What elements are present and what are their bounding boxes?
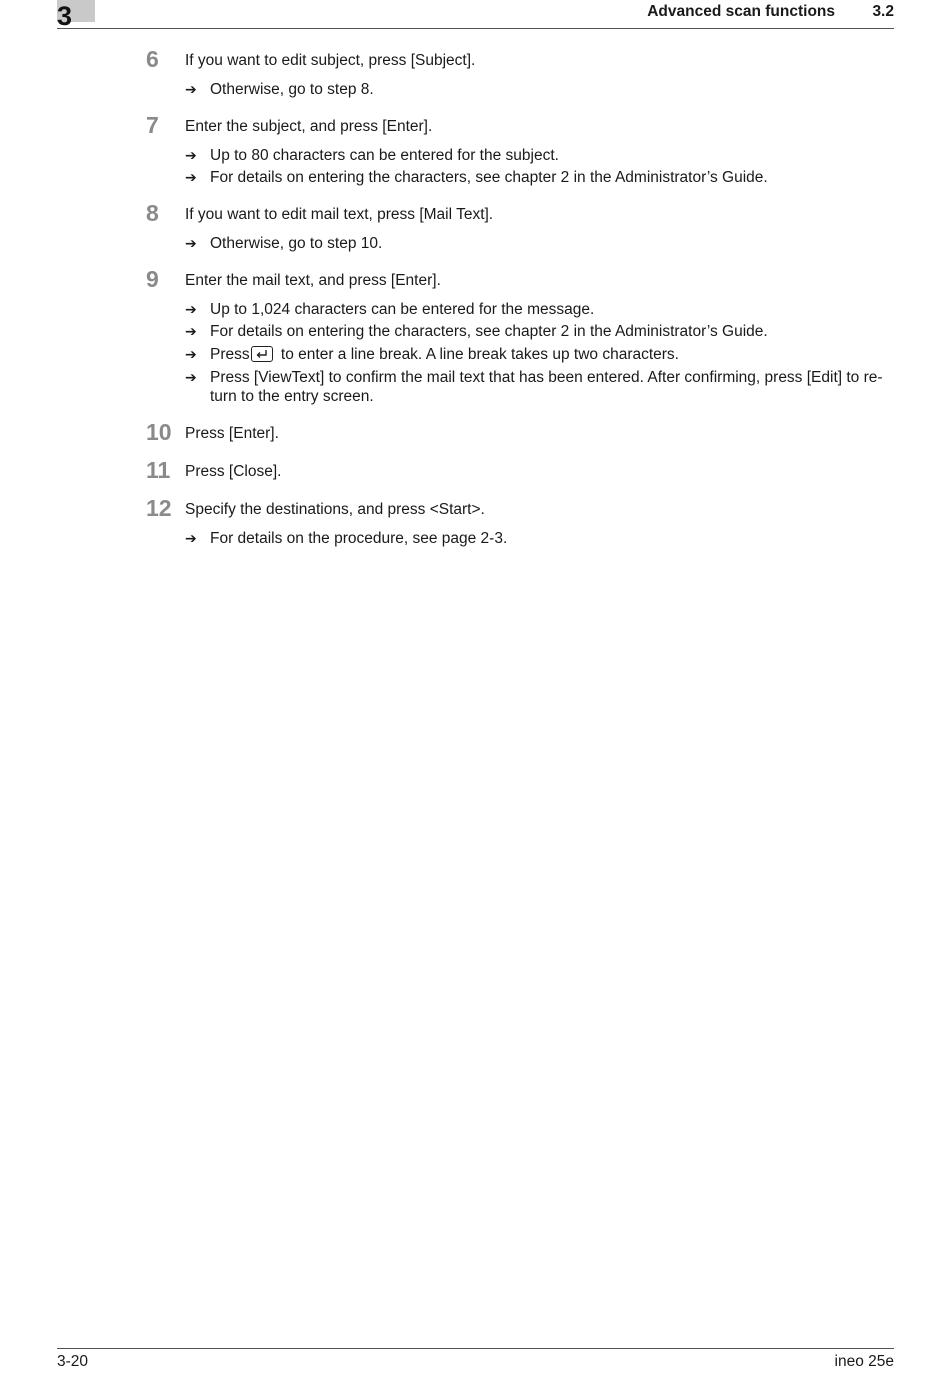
- step-number: 10: [146, 419, 172, 445]
- step-note: ➔ For details on the procedure, see page 2-3.: [185, 530, 508, 547]
- step-number: 6: [146, 46, 159, 72]
- page-number: 3-20: [57, 1353, 89, 1370]
- arrow-icon: ➔: [185, 530, 197, 546]
- arrow-icon: ➔: [185, 369, 197, 385]
- step-note: ➔ For details on entering the characters, see chapter 2 in the Administrator’s Guide.: [185, 169, 768, 186]
- step-note: ➔ Up to 80 characters can be entered for the subject.: [185, 147, 559, 164]
- step-number: 12: [146, 495, 172, 521]
- arrow-icon: ➔: [185, 147, 197, 163]
- step-text: Enter the subject, and press [Enter].: [185, 118, 433, 135]
- footer-divider: [57, 1348, 894, 1349]
- step-text: Specify the destinations, and press <Start>.: [185, 501, 485, 518]
- arrow-icon: ➔: [185, 323, 197, 339]
- step-number: 9: [146, 266, 159, 292]
- step-number: 8: [146, 200, 159, 226]
- arrow-icon: ➔: [185, 81, 197, 97]
- step-note: ➔ For details on entering the characters, see chapter 2 in the Administrator’s Guide.: [185, 323, 768, 340]
- step-note: ➔ Otherwise, go to step 8.: [185, 81, 374, 98]
- chapter-number: 3: [57, 1, 73, 31]
- arrow-icon: ➔: [185, 235, 197, 251]
- step-number: 7: [146, 112, 159, 138]
- step-text: Enter the mail text, and press [Enter].: [185, 272, 441, 289]
- arrow-icon: ➔: [185, 301, 197, 317]
- step-text: Press [Enter].: [185, 425, 279, 442]
- step-text: Press [Close].: [185, 463, 282, 480]
- step-note: ➔ Up to 1,024 characters can be entered for the message.: [185, 301, 595, 318]
- enter-key-icon: [251, 346, 273, 362]
- step-note: ➔ Press [ViewText] to confirm the mail text that has been entered. After confirming, press [Edit] to re-turn to the entry screen.: [185, 369, 883, 405]
- section-title: Advanced scan functions: [647, 3, 835, 20]
- step-text: If you want to edit mail text, press [Mail Text].: [185, 206, 494, 223]
- header-divider: [57, 28, 894, 29]
- step-note: ➔ Otherwise, go to step 10.: [185, 235, 383, 252]
- arrow-icon: ➔: [185, 346, 197, 362]
- product-name: ineo 25e: [834, 1353, 894, 1370]
- step-number: 11: [146, 457, 171, 483]
- arrow-icon: ➔: [185, 169, 197, 185]
- step-text: If you want to edit subject, press [Subject].: [185, 52, 476, 69]
- section-number: 3.2: [872, 3, 894, 20]
- step-note: ➔ Press to enter a line break. A line break takes up two characters.: [185, 346, 679, 363]
